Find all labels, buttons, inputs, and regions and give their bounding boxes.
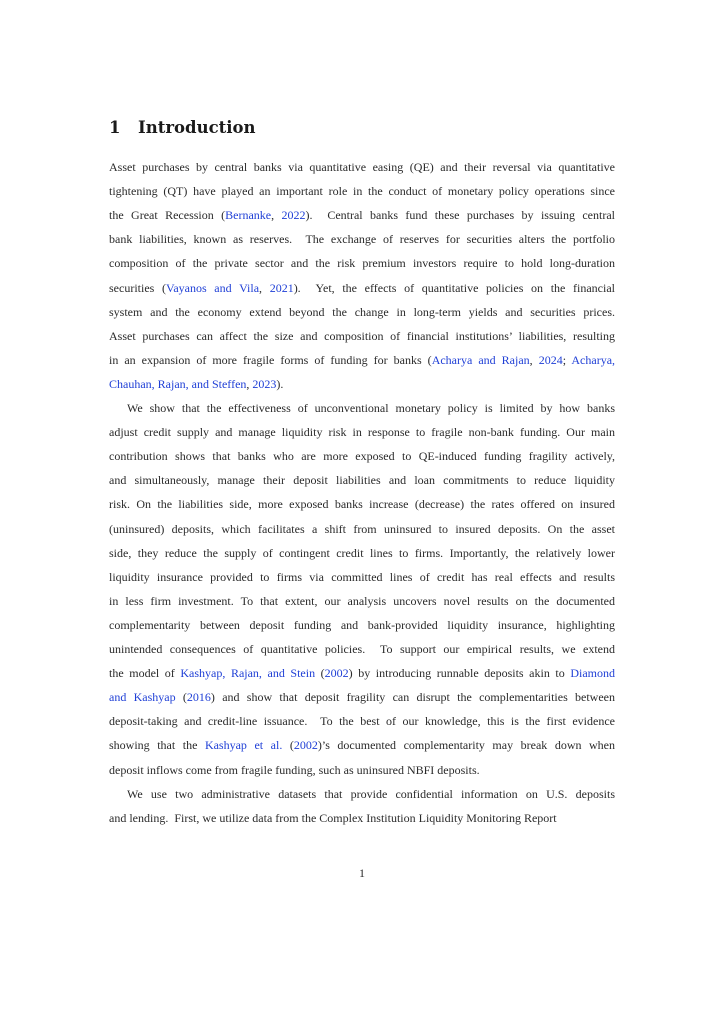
text-span: ). Yet, the effects of quantitative policies on the financial xyxy=(293,281,616,295)
citation-link[interactable]: 2002 xyxy=(324,666,349,680)
text-span: and lending. First, we utilize data from the Complex Institution Liquidity Monitoring Report xyxy=(109,811,557,825)
text-line xyxy=(109,158,615,176)
text-line xyxy=(109,254,615,272)
text-line xyxy=(109,688,615,706)
citation-link[interactable]: Diamond xyxy=(570,666,615,680)
text-span: Asset purchases by central banks via quantitative easing (QE) and their reversal via quantitative xyxy=(109,160,615,174)
text-line xyxy=(109,712,615,730)
text-span: deposit inflows come from fragile funding, such as uninsured NBFI deposits. xyxy=(109,763,480,777)
text-line xyxy=(109,447,615,465)
text-span: liquidity insurance provided to firms via committed lines of credit has real effects and results xyxy=(109,570,615,584)
text-line xyxy=(109,471,615,489)
text-span: unintended consequences of quantitative policies. To support our empirical results, we extend xyxy=(109,642,615,656)
text-line xyxy=(109,279,615,297)
citation-link[interactable]: Acharya, xyxy=(571,353,616,367)
citation-link[interactable]: Bernanke xyxy=(225,208,272,222)
text-span: contribution shows that banks who are more exposed to QE-induced funding fragility actively, xyxy=(109,449,615,463)
text-span: (uninsured) deposits, which facilitates a shift from uninsured to insured deposits. On the asset xyxy=(109,522,615,536)
text-span: )’s documented complementarity may break down when xyxy=(317,738,616,752)
text-line xyxy=(109,592,615,610)
citation-link[interactable]: 2024 xyxy=(538,353,563,367)
text-span: , xyxy=(271,208,282,222)
section-number: 1 xyxy=(109,118,121,137)
citation-link[interactable]: Vayanos and Vila xyxy=(165,281,260,295)
text-span: , xyxy=(246,377,253,391)
text-span: in an expansion of more fragile forms of funding for banks ( xyxy=(109,353,432,367)
text-span: ( xyxy=(315,666,325,680)
citation-link[interactable]: Kashyap, Rajan, and Stein xyxy=(180,666,316,680)
text-span: , xyxy=(529,353,539,367)
text-span: risk. On the liabilities side, more exposed banks increase (decrease) the rates offered on insured xyxy=(109,497,615,511)
text-line xyxy=(109,230,615,248)
text-span: bank liabilities, known as reserves. The exchange of reserves for securities alters the portfolio xyxy=(109,232,615,246)
text-span: ). xyxy=(276,377,284,391)
text-line xyxy=(109,423,615,441)
citation-link[interactable]: Chauhan, Rajan, and Steffen xyxy=(109,377,247,391)
text-line xyxy=(109,495,615,513)
text-line xyxy=(109,351,615,369)
text-span: in less firm investment. To that extent, our analysis uncovers novel results on the documented xyxy=(109,594,615,608)
text-span: adjust credit supply and manage liquidity risk in response to fragile non-bank funding. Our main xyxy=(109,425,615,439)
text-line xyxy=(109,327,615,345)
page-number: 1 xyxy=(359,866,365,880)
text-span: composition of the private sector and the risk premium investors require to hold long-duration xyxy=(109,256,615,270)
text-line xyxy=(109,616,615,634)
text-line xyxy=(109,303,615,321)
section-title: Introduction xyxy=(138,118,256,137)
text-line xyxy=(109,736,615,754)
text-line xyxy=(109,761,615,779)
text-span: tightening (QT) have played an important role in the conduct of monetary policy operations since xyxy=(109,184,615,198)
text-span: , xyxy=(259,281,270,295)
citation-link[interactable]: 2023 xyxy=(252,377,277,391)
text-line xyxy=(109,375,615,393)
text-span: We use two administrative datasets that provide confidential information on U.S. deposits xyxy=(127,787,615,801)
text-span: showing that the xyxy=(109,738,205,752)
text-line xyxy=(109,182,615,200)
text-span: ). Central banks fund these purchases by issuing central xyxy=(305,208,615,222)
text-span: ) and show that deposit fragility can disrupt the complementarities between xyxy=(210,690,616,704)
text-span: ) by introducing runnable deposits akin to xyxy=(348,666,571,680)
text-span: deposit-taking and credit-line issuance. To the best of our knowledge, this is the first evidence xyxy=(109,714,615,728)
text-line xyxy=(109,520,615,538)
section-heading xyxy=(109,118,256,137)
text-line xyxy=(109,664,615,682)
text-span: and simultaneously, manage their deposit liabilities and loan commitments to reduce liquidity xyxy=(109,473,615,487)
citation-link[interactable]: 2022 xyxy=(281,208,306,222)
text-span: ( xyxy=(282,738,294,752)
text-line xyxy=(109,568,615,586)
text-span: We show that the effectiveness of unconventional monetary policy is limited by how banks xyxy=(127,401,615,415)
text-span: system and the economy extend beyond the change in long-term yields and securities prices. xyxy=(109,305,615,319)
citation-link[interactable]: Kashyap et al. xyxy=(204,738,283,752)
text-span: Asset purchases can affect the size and composition of financial institutions’ liabilities, resulting xyxy=(109,329,615,343)
text-line xyxy=(109,544,615,562)
text-line xyxy=(109,809,615,827)
text-span: side, they reduce the supply of contingent credit lines to firms. Importantly, the relatively lower xyxy=(109,546,615,560)
text-line xyxy=(127,399,615,417)
citation-link[interactable]: and Kashyap xyxy=(109,690,176,704)
text-span: the Great Recession ( xyxy=(109,208,226,222)
text-line xyxy=(109,206,615,224)
text-span: complementarity between deposit funding and bank-provided liquidity insurance, highlighting xyxy=(109,618,615,632)
citation-link[interactable]: 2021 xyxy=(269,281,294,295)
text-line xyxy=(127,785,615,803)
text-span: securities ( xyxy=(109,281,166,295)
citation-link[interactable]: 2002 xyxy=(293,738,318,752)
citation-link[interactable]: 2016 xyxy=(186,690,211,704)
text-span: ( xyxy=(175,690,187,704)
text-span: ; xyxy=(562,353,572,367)
citation-link[interactable]: Acharya and Rajan xyxy=(431,353,530,367)
text-span: the model of xyxy=(109,666,181,680)
text-line xyxy=(109,640,615,658)
